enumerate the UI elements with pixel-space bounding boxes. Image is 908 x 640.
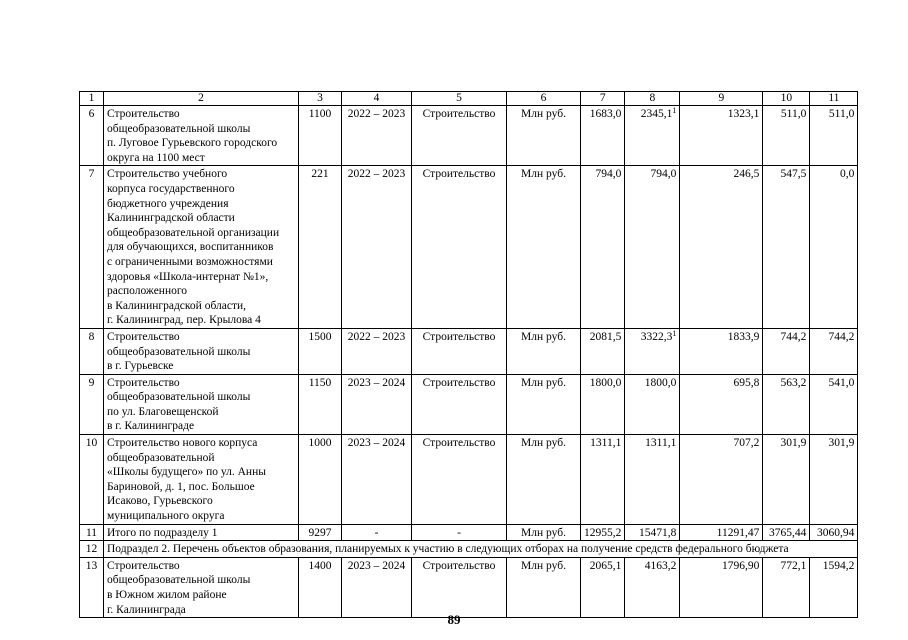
object-name-line: бюджетного учреждения: [107, 197, 229, 210]
capacity-cell: 1150: [299, 374, 342, 434]
column-header: 5: [412, 92, 507, 106]
object-name-line: Бариновой, д. 1, пос. Большое: [107, 480, 255, 493]
value-col8-text: 4163,2: [644, 559, 677, 572]
object-name-line: Строительство: [107, 376, 180, 389]
table-row: [80, 328, 858, 374]
object-name-line: Строительство нового корпуса: [107, 437, 258, 450]
unit-cell: Млн руб.: [507, 557, 581, 617]
work-type-cell: Строительство: [412, 328, 507, 374]
period-cell: 2023 – 2024: [342, 374, 412, 434]
object-name-line: г. Калининграда: [107, 603, 186, 616]
table-row: [80, 435, 858, 525]
value-col11: 541,0: [810, 374, 858, 434]
period-cell: -: [342, 524, 412, 541]
object-name-cell: [104, 328, 299, 374]
value-col8-text: 1311,1: [645, 437, 677, 450]
value-col9: 11291,47: [680, 524, 763, 541]
object-name-line: г. Калининград, пер. Крылова 4: [107, 314, 261, 327]
object-name-line: Калининградской области: [107, 212, 235, 225]
object-name-cell: [104, 374, 299, 434]
value-col9: 1323,1: [680, 106, 763, 166]
object-name-line: в Калининградской области,: [107, 299, 247, 312]
column-header: 8: [625, 92, 680, 106]
value-col9: 246,5: [680, 166, 763, 329]
object-name-line: здоровья «Школа-интернат №1»,: [107, 270, 269, 283]
object-name-line: Исаково, Гурьевского: [107, 495, 213, 508]
unit-cell: Млн руб.: [507, 106, 581, 166]
value-col8-text: 2345,1: [640, 108, 673, 120]
unit-cell: Млн руб.: [507, 524, 581, 541]
budget-table: [79, 91, 858, 618]
object-name-line: «Школы будущего» по ул. Анны: [107, 466, 266, 479]
value-col11: 3060,94: [810, 524, 858, 541]
value-col8-text: 794,0: [650, 168, 677, 181]
subsection-row: [80, 541, 858, 558]
column-header: 4: [342, 92, 412, 106]
object-name-line: п. Луговое Гурьевского городского: [107, 137, 278, 150]
value-col10: 511,0: [763, 106, 810, 166]
value-col10: 301,9: [763, 435, 810, 525]
value-col7: 2081,5: [581, 328, 625, 374]
value-col11: 1594,2: [810, 557, 858, 617]
object-name-line: для обучающихся, воспитанников: [107, 241, 274, 254]
object-name-line: Строительство учебного: [107, 168, 228, 181]
value-col10: 772,1: [763, 557, 810, 617]
row-number: 12: [80, 541, 104, 558]
value-col9: 695,8: [680, 374, 763, 434]
capacity-cell: 221: [299, 166, 342, 329]
object-name-line: Строительство: [107, 559, 180, 572]
object-name-line: расположенного: [107, 285, 188, 298]
value-col11: 0,0: [810, 166, 858, 329]
object-name-line: общеобразовательной школы: [107, 391, 251, 404]
object-name-line: округа на 1100 мест: [107, 151, 205, 164]
object-name-cell: [104, 106, 299, 166]
unit-cell: Млн руб.: [507, 435, 581, 525]
object-name-line: Строительство: [107, 108, 180, 120]
object-name-line: муниципального округа: [107, 510, 225, 523]
object-name-line: в Южном жилом районе: [107, 589, 227, 601]
work-type-cell: -: [412, 524, 507, 541]
object-name-line: в г. Калининграде: [107, 420, 195, 433]
value-col7: 794,0: [581, 166, 625, 329]
work-type-cell: Строительство: [412, 106, 507, 166]
table-row: [80, 106, 858, 166]
object-name-line: общеобразовательной школы: [107, 574, 251, 587]
page-number: 89: [447, 612, 461, 627]
total-row: [80, 524, 858, 541]
capacity-cell: 1500: [299, 328, 342, 374]
table-row: [80, 374, 858, 434]
value-col8: [625, 106, 680, 166]
object-name-line: корпуса государственного: [107, 182, 235, 195]
value-col8: [625, 435, 680, 525]
value-col9: 707,2: [680, 435, 763, 525]
row-number: 10: [80, 435, 104, 525]
value-col11: 301,9: [810, 435, 858, 525]
value-col7: 1311,1: [581, 435, 625, 525]
object-name-cell: [104, 166, 299, 329]
object-name-line: по ул. Благовещенской: [107, 405, 219, 418]
period-cell: 2022 – 2023: [342, 328, 412, 374]
value-col7: 1683,0: [581, 106, 625, 166]
unit-cell: Млн руб.: [507, 374, 581, 434]
value-col10: 3765,44: [763, 524, 810, 541]
value-col8: [625, 166, 680, 329]
unit-cell: Млн руб.: [507, 166, 581, 329]
value-col8: [625, 328, 680, 374]
work-type-cell: Строительство: [412, 435, 507, 525]
capacity-cell: 9297: [299, 524, 342, 541]
value-col8: 15471,8: [625, 524, 680, 541]
object-name-line: Строительство: [107, 330, 180, 343]
table-row: [80, 166, 858, 329]
row-number: 9: [80, 374, 104, 434]
column-header: 11: [810, 92, 858, 106]
value-col7: 12955,2: [581, 524, 625, 541]
value-col8-text: 3322,3: [640, 330, 673, 343]
period-cell: 2023 – 2024: [342, 557, 412, 617]
column-header: 9: [680, 92, 763, 106]
value-col8: [625, 374, 680, 434]
row-number: 11: [80, 524, 104, 541]
work-type-cell: Строительство: [412, 374, 507, 434]
capacity-cell: 1000: [299, 435, 342, 525]
value-col8-text: 1800,0: [644, 376, 677, 389]
capacity-cell: 1400: [299, 557, 342, 617]
object-name-line: в г. Гурьевске: [107, 360, 174, 373]
table-row: [80, 557, 858, 617]
work-type-cell: Строительство: [412, 557, 507, 617]
unit-cell: Млн руб.: [507, 328, 581, 374]
value-col11: 744,2: [810, 328, 858, 374]
object-name-cell: [104, 557, 299, 617]
work-type-cell: Строительство: [412, 166, 507, 329]
period-cell: 2023 – 2024: [342, 435, 412, 525]
value-col9: 1796,90: [680, 557, 763, 617]
period-cell: 2022 – 2023: [342, 106, 412, 166]
object-name-cell: [104, 435, 299, 525]
column-header: 6: [507, 92, 581, 106]
capacity-cell: 1100: [299, 106, 342, 166]
column-header: 10: [763, 92, 810, 106]
column-header: 2: [104, 92, 299, 106]
value-col10: 563,2: [763, 374, 810, 434]
row-number: 6: [80, 106, 104, 166]
value-col8: [625, 557, 680, 617]
footnote-marker: 1: [672, 328, 677, 338]
value-col7: 2065,1: [581, 557, 625, 617]
footnote-marker: 1: [672, 106, 677, 115]
object-name-line: общеобразовательной школы: [107, 122, 251, 135]
column-header: 7: [581, 92, 625, 106]
column-header-row: [80, 92, 858, 106]
value-col7: 1800,0: [581, 374, 625, 434]
row-number: 8: [80, 328, 104, 374]
period-cell: 2022 – 2023: [342, 166, 412, 329]
value-col10: 547,5: [763, 166, 810, 329]
column-header: 1: [80, 92, 104, 106]
column-header: 3: [299, 92, 342, 106]
total-label: Итого по подразделу 1: [104, 524, 299, 541]
value-col11: 511,0: [810, 106, 858, 166]
row-number: 13: [80, 557, 104, 617]
subsection-heading: Подраздел 2. Перечень объектов образования, планируемых к участию в следующих отборах на получение средств федерального бюджета: [104, 541, 858, 558]
object-name-line: общеобразовательной организации: [107, 226, 280, 239]
row-number: 7: [80, 166, 104, 329]
value-col9: 1833,9: [680, 328, 763, 374]
value-col10: 744,2: [763, 328, 810, 374]
object-name-line: общеобразовательной школы: [107, 345, 251, 358]
object-name-line: общеобразовательной: [107, 451, 215, 464]
object-name-line: с ограниченными возможностями: [107, 255, 273, 268]
